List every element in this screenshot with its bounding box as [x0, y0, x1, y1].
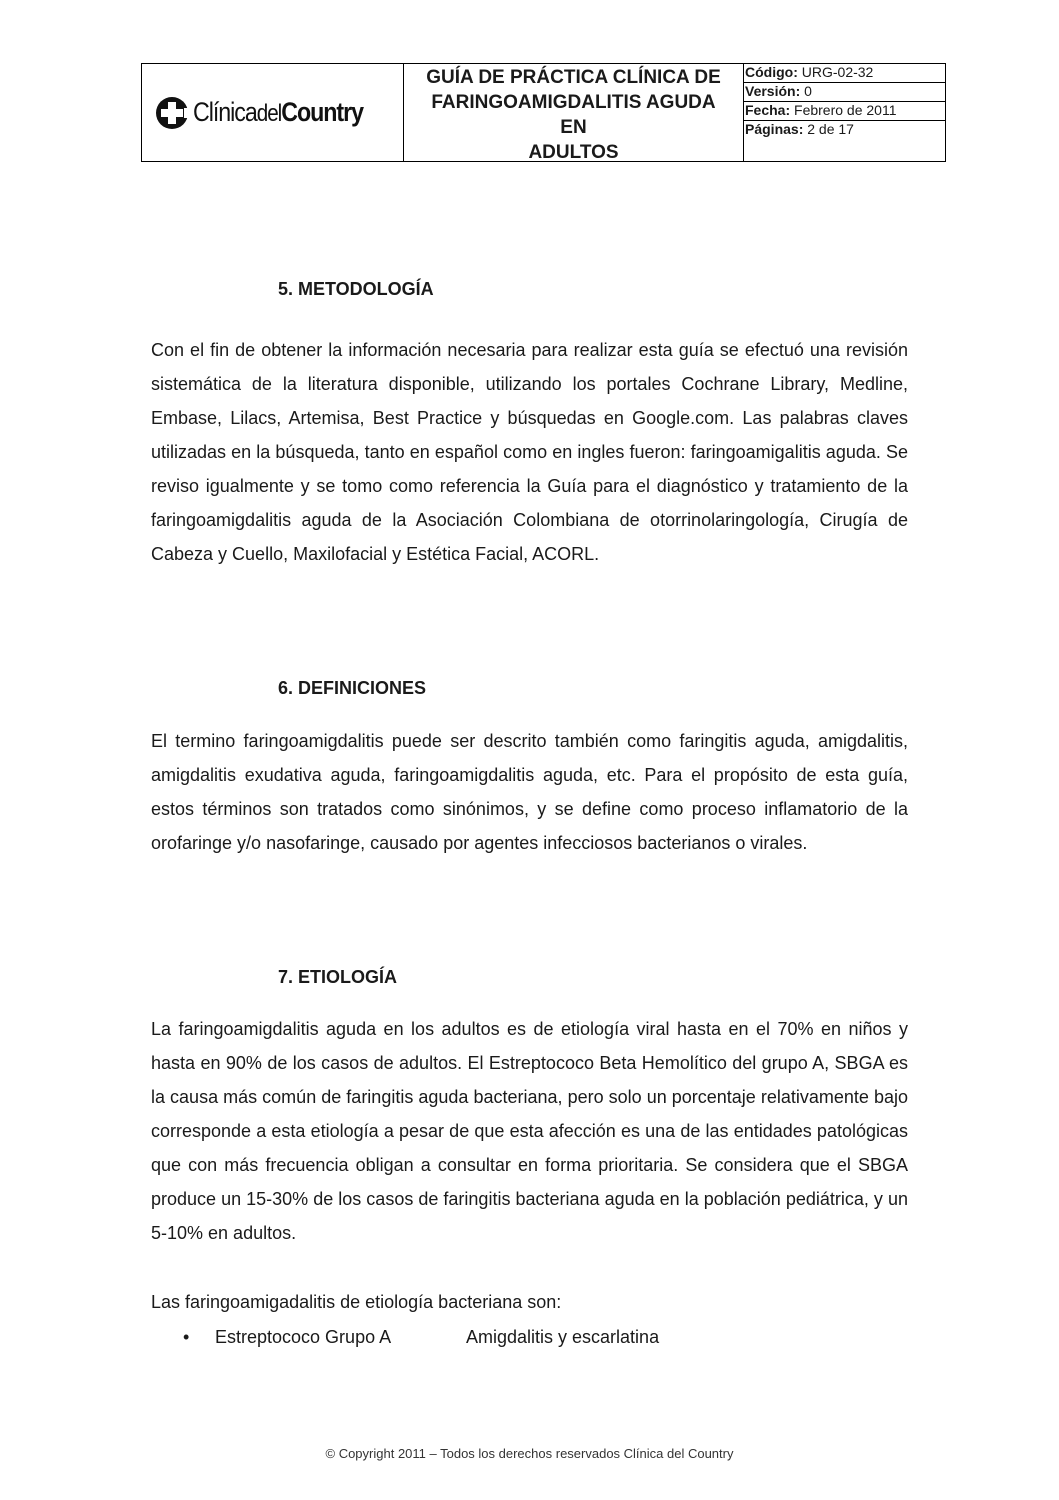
- logo-cell: [142, 64, 404, 161]
- clinic-logo: [155, 96, 391, 130]
- paragraph-definiciones: El termino faringoamigdalitis puede ser descrito también como faringitis aguda, amigdalitis, amigdalitis exudativa aguda, faringoamigdalitis aguda, etc. Para el propósito de esta guía, estos términos son tratados como sinónimos, y se define como proceso inflamatorio de la orofaringe y/o nasofaringe, causado por agentes infecciosos bacterianos o virales.: [151, 731, 908, 853]
- meta-fecha: Fecha: Febrero de 2011: [744, 102, 945, 121]
- document-title: [404, 64, 744, 161]
- section-heading-definiciones: 6. DEFINICIONES: [278, 678, 427, 698]
- list-item: [183, 1323, 659, 1351]
- copyright-footer: © Copyright 2011 – Todos los derechos reservados Clínica del Country: [325, 1446, 734, 1461]
- title-line: GUÍA DE PRÁCTICA CLÍNICA DE: [426, 67, 721, 88]
- paragraph-etiologia: La faringoamigdalitis aguda en los adultos es de etiología viral hasta en el 70% en niños y hasta en 90% de los casos de adultos. El Estreptococo Beta Hemolítico del grupo A, SBGA es la causa más común de faringitis aguda bacteriana, pero solo un porcentaje relativamente bajo corresponde a esta etiología a pesar de que esta afección es una de las entidades patológicas que con más frecuencia obligan a consultar en forma prioritaria. Se considera que el SBGA produce un 15-30% de los casos de faringitis bacteriana aguda en la población pediátrica, y un 5-10% en adultos.: [151, 1019, 908, 1243]
- title-line: FARINGOAMIGDALITIS AGUDA: [431, 92, 716, 113]
- document-header: [141, 63, 946, 162]
- meta-paginas: Páginas: 2 de 17: [745, 121, 854, 137]
- associated-disease: Amigdalitis y escarlatina: [466, 1327, 660, 1347]
- section-heading-etiologia: 7. ETIOLOGÍA: [278, 967, 398, 987]
- logo-wordmark: ClínicadelCountry: [192, 97, 363, 127]
- section-heading-metodologia: 5. METODOLOGÍA: [278, 279, 434, 299]
- bacterial-intro: Las faringoamigadalitis de etiología bacteriana son:: [151, 1292, 562, 1312]
- medical-cross-icon: [155, 96, 189, 130]
- title-line: EN: [560, 117, 587, 138]
- paragraph-metodologia: Con el fin de obtener la información necesaria para realizar esta guía se efectuó una revisión sistemática de la literatura disponible, utilizando los portales Cochrane Library, Medline, Embase, Lilacs, Artemisa, Best Practice y búsquedas en Google.com. Las palabras claves utilizadas en la búsqueda, tanto en español como en ingles fueron: faringoamigalitis aguda. Se reviso igualmente y se tomo como referencia la Guía para el diagnóstico y tratamiento de la faringoamigdalitis aguda de la Asociación Colombiana de otorrinolaringología, Cirugía de Cabeza y Cuello, Maxilofacial y Estética Facial, ACORL.: [151, 340, 908, 564]
- meta-codigo: Código: URG-02-32: [744, 64, 945, 83]
- bullet-icon: •: [183, 1327, 190, 1347]
- document-meta: [744, 64, 945, 161]
- title-line: ADULTOS: [528, 142, 619, 163]
- meta-version: Versión: 0: [744, 83, 945, 102]
- bacterial-agent: Estreptococo Grupo A: [215, 1327, 392, 1347]
